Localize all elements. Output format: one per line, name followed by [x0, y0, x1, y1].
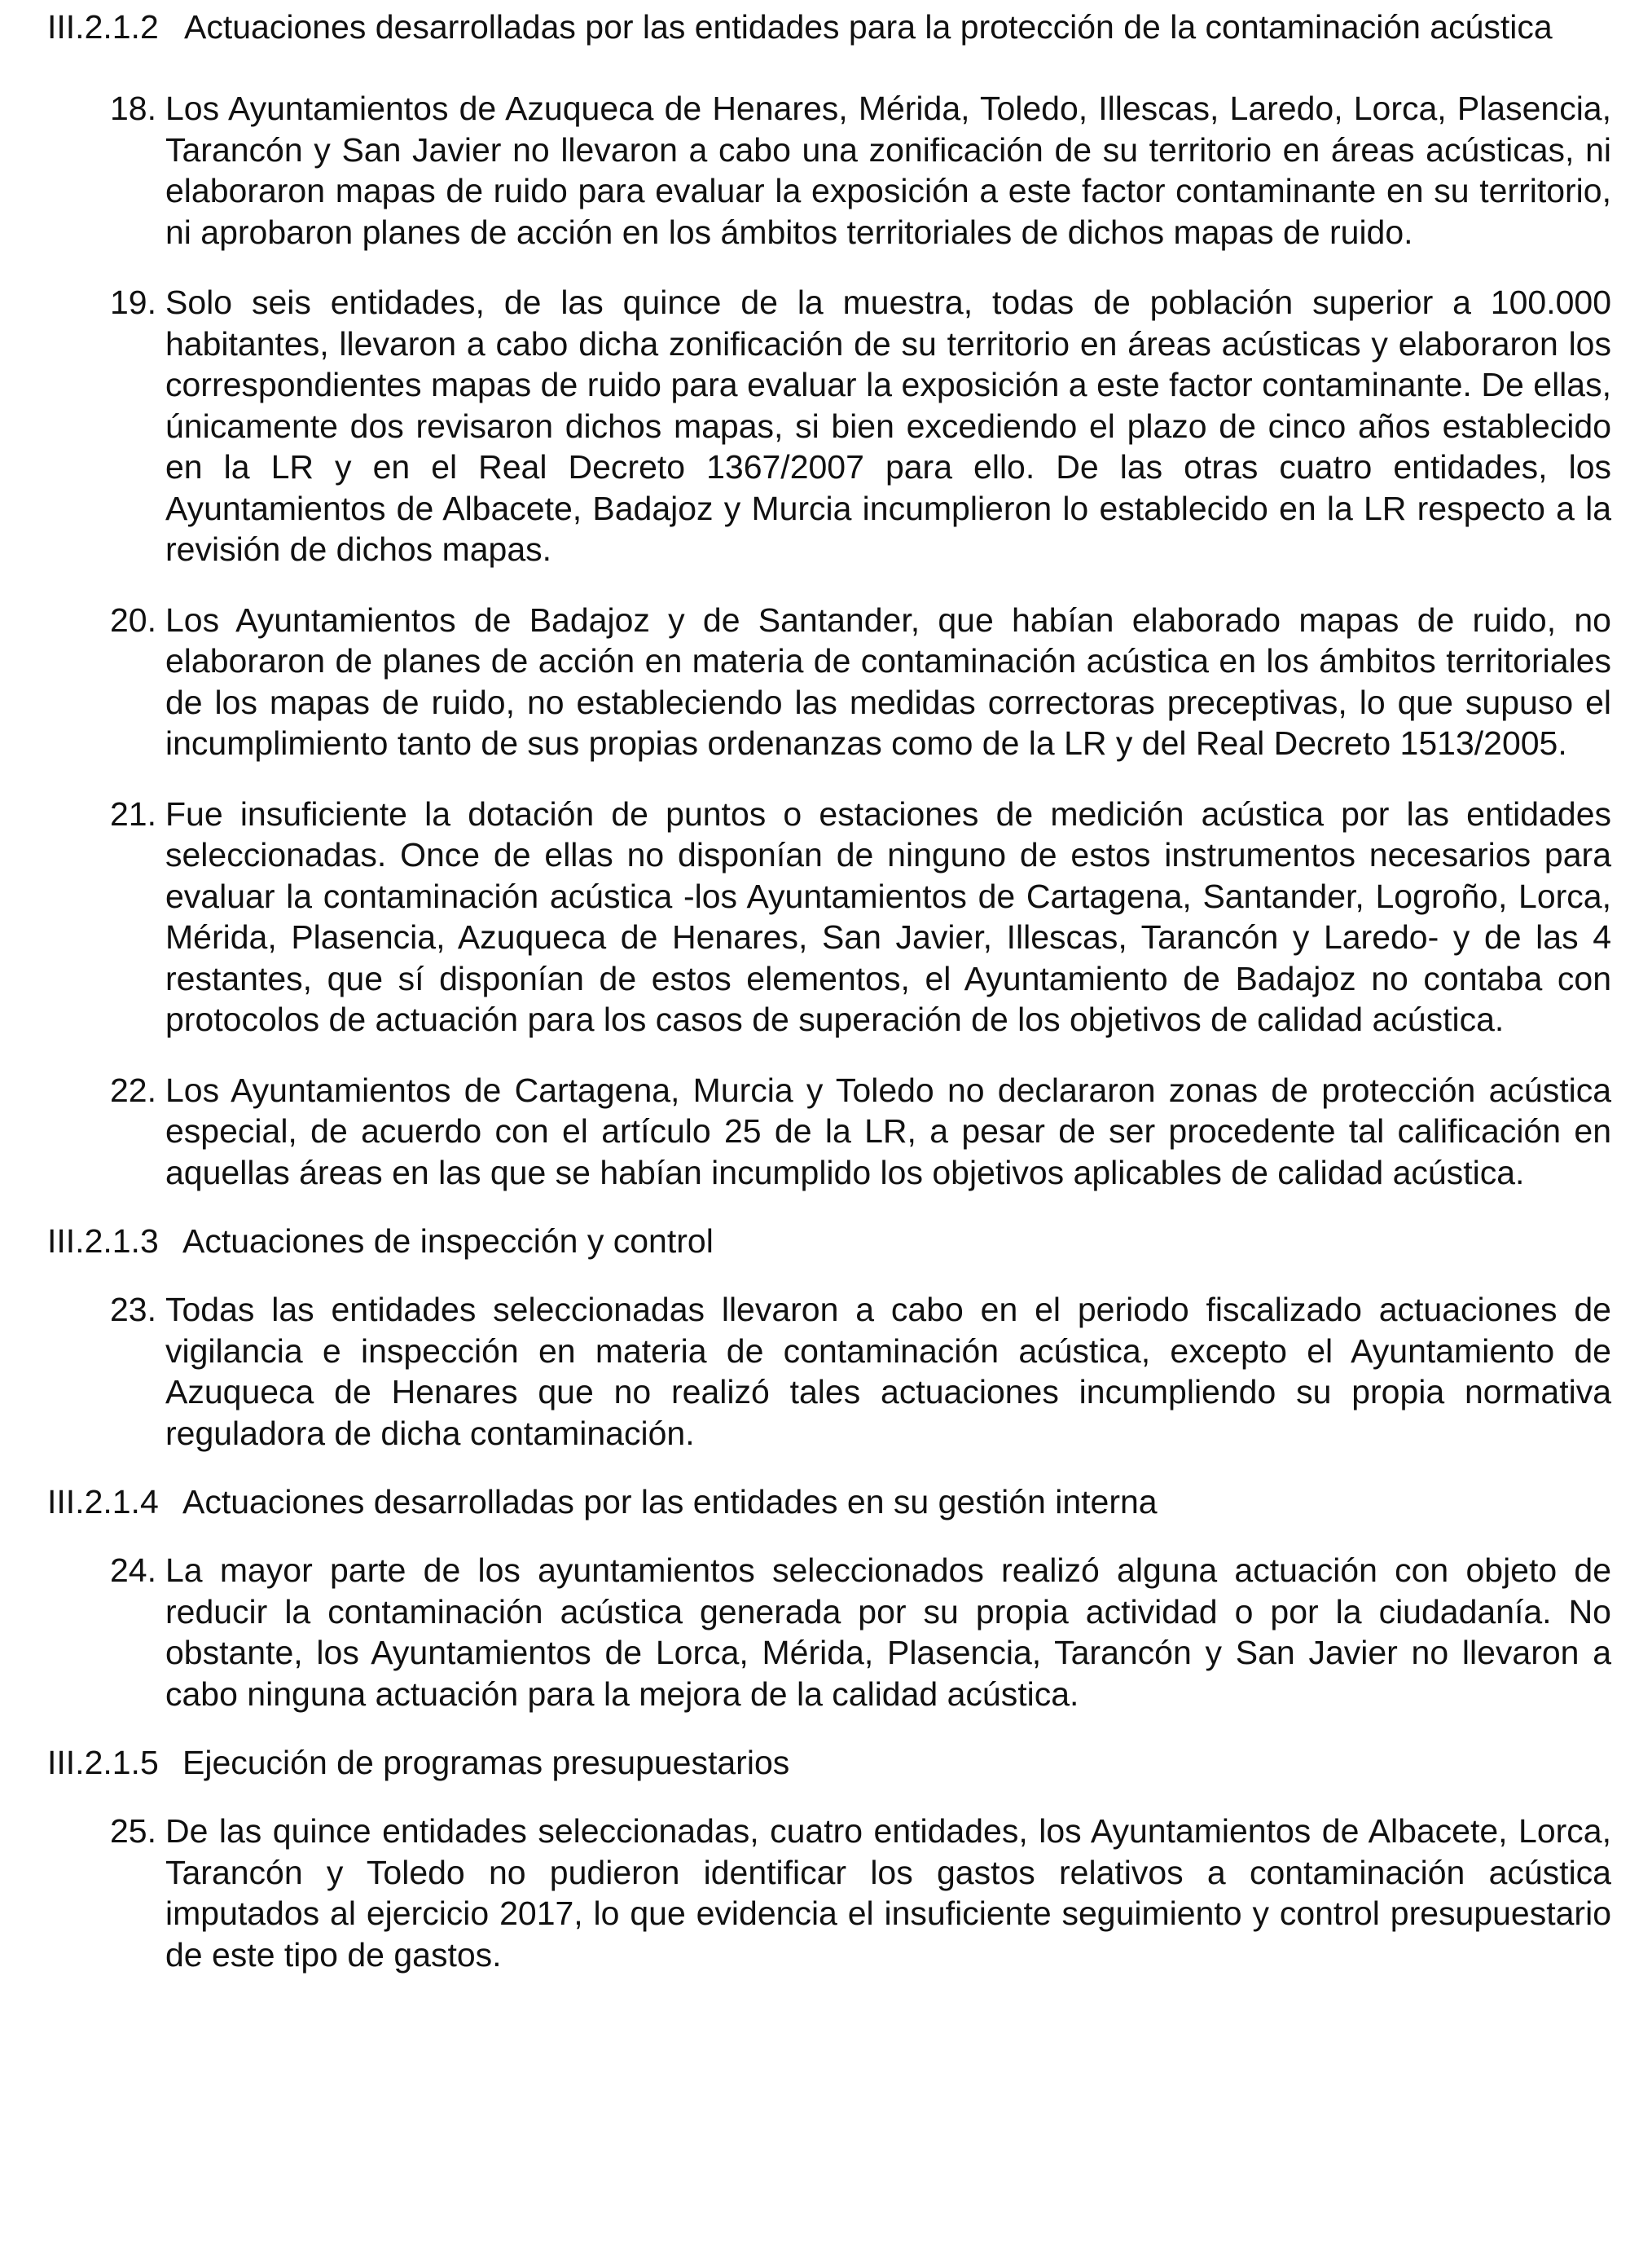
- paragraph-19: [47, 282, 1611, 570]
- section-number: III.2.1.3: [47, 1222, 159, 1260]
- paragraph-text: De las quince entidades seleccionadas, cuatro entidades, los Ayuntamientos de Albacete, Lorca, Tarancón y Toledo no pudieron identificar los gastos relativos a contaminación acústica imputados al ejercicio 2017, lo que evidencia el insuficiente seguimiento y control presupuestario de este tipo de gastos.: [165, 1812, 1611, 1974]
- section-heading-iii-2-1-2: [47, 7, 1611, 47]
- paragraph-22: [47, 1070, 1611, 1194]
- paragraph-24: [47, 1550, 1611, 1714]
- section-heading-iii-2-1-4: [47, 1481, 1611, 1522]
- paragraph-number: 21.: [110, 794, 156, 833]
- paragraph-text: Solo seis entidades, de las quince de la muestra, todas de población superior a 100.000 habitantes, llevaron a cabo dicha zonificación de su territorio en áreas acústicas y elaboraron los correspondientes mapas de ruido para evaluar la exposición a este factor contaminante. De ellas, únicamente dos revisaron dichos mapas, si bien excediendo el plazo de cinco años establecido en la LR y en el Real Decreto 1367/2007 para ello. De las otras cuatro entidades, los Ayuntamientos de Albacete, Badajoz y Murcia incumplieron lo establecido en la LR respecto a la revisión de dichos mapas.: [165, 284, 1611, 568]
- paragraph-23: [47, 1289, 1611, 1454]
- section-title: Actuaciones de inspección y control: [182, 1222, 714, 1260]
- section-title: Actuaciones desarrolladas por las entidades para la protección de la contaminación acústica: [184, 8, 1553, 46]
- paragraph-text: Los Ayuntamientos de Azuqueca de Henares, Mérida, Toledo, Illescas, Laredo, Lorca, Plasencia, Tarancón y San Javier no llevaron a cabo una zonificación de su territorio en áreas acústicas, ni elaboraron mapas de ruido para evaluar la exposición a este factor contaminante en su territorio, ni aprobaron planes de acción en los ámbitos territoriales de dichos mapas de ruido.: [165, 90, 1611, 251]
- paragraph-number: 20.: [110, 601, 156, 639]
- section-title: Actuaciones desarrolladas por las entidades en su gestión interna: [182, 1483, 1158, 1520]
- paragraph-text: Todas las entidades seleccionadas llevaron a cabo en el periodo fiscalizado actuaciones de vigilancia e inspección en materia de contaminación acústica, excepto el Ayuntamiento de Azuqueca de Henares que no realizó tales actuaciones incumpliendo su propia normativa reguladora de dicha contaminación.: [165, 1291, 1611, 1452]
- paragraph-text: Los Ayuntamientos de Badajoz y de Santander, que habían elaborado mapas de ruido, no elaboraron de planes de acción en materia de contaminación acústica en los ámbitos territoriales de los mapas de ruido, no estableciendo las medidas correctoras preceptivas, lo que supuso el incumplimiento tanto de sus propias ordenanzas como de la LR y del Real Decreto 1513/2005.: [165, 601, 1611, 762]
- paragraph-text: La mayor parte de los ayuntamientos seleccionados realizó alguna actuación con objeto de reducir la contaminación acústica generada por su propia actividad o por la ciudadanía. No obstante, los Ayuntamientos de Lorca, Mérida, Plasencia, Tarancón y San Javier no llevaron a cabo ninguna actuación para la mejora de la calidad acústica.: [165, 1551, 1611, 1713]
- section-number: III.2.1.5: [47, 1744, 159, 1781]
- paragraph-number: 22.: [110, 1071, 156, 1109]
- paragraph-number: 24.: [110, 1551, 156, 1589]
- section-heading-iii-2-1-3: [47, 1221, 1611, 1261]
- paragraph-21: [47, 794, 1611, 1041]
- section-number: III.2.1.2: [47, 8, 159, 46]
- section-heading-iii-2-1-5: [47, 1742, 1611, 1783]
- paragraph-text: Fue insuficiente la dotación de puntos o estaciones de medición acústica por las entidades seleccionadas. Once de ellas no disponían de ninguno de estos instrumentos necesarios para evaluar la contaminación acústica -los Ayuntamientos de Cartagena, Santander, Logroño, Lorca, Mérida, Plasencia, Azuqueca de Henares, San Javier, Illescas, Tarancón y Laredo- y de las 4 restantes, que sí disponían de estos elementos, el Ayuntamiento de Badajoz no contaba con protocolos de actuación para los casos de superación de los objetivos de calidad acústica.: [165, 794, 1611, 1038]
- paragraph-number: 25.: [110, 1812, 156, 1850]
- paragraph-20: [47, 600, 1611, 764]
- paragraph-number: 19.: [110, 284, 156, 321]
- paragraph-text: Los Ayuntamientos de Cartagena, Murcia y Toledo no declararon zonas de protección acústica especial, de acuerdo con el artículo 25 de la LR, a pesar de ser procedente tal calificación en aquellas áreas en las que se habían incumplido los objetivos aplicables de calidad acústica.: [165, 1071, 1611, 1191]
- paragraph-18: [47, 88, 1611, 253]
- paragraph-number: 18.: [110, 90, 156, 127]
- paragraph-25: [47, 1811, 1611, 1975]
- section-title: Ejecución de programas presupuestarios: [182, 1744, 790, 1781]
- paragraph-number: 23.: [110, 1291, 156, 1328]
- section-number: III.2.1.4: [47, 1483, 159, 1520]
